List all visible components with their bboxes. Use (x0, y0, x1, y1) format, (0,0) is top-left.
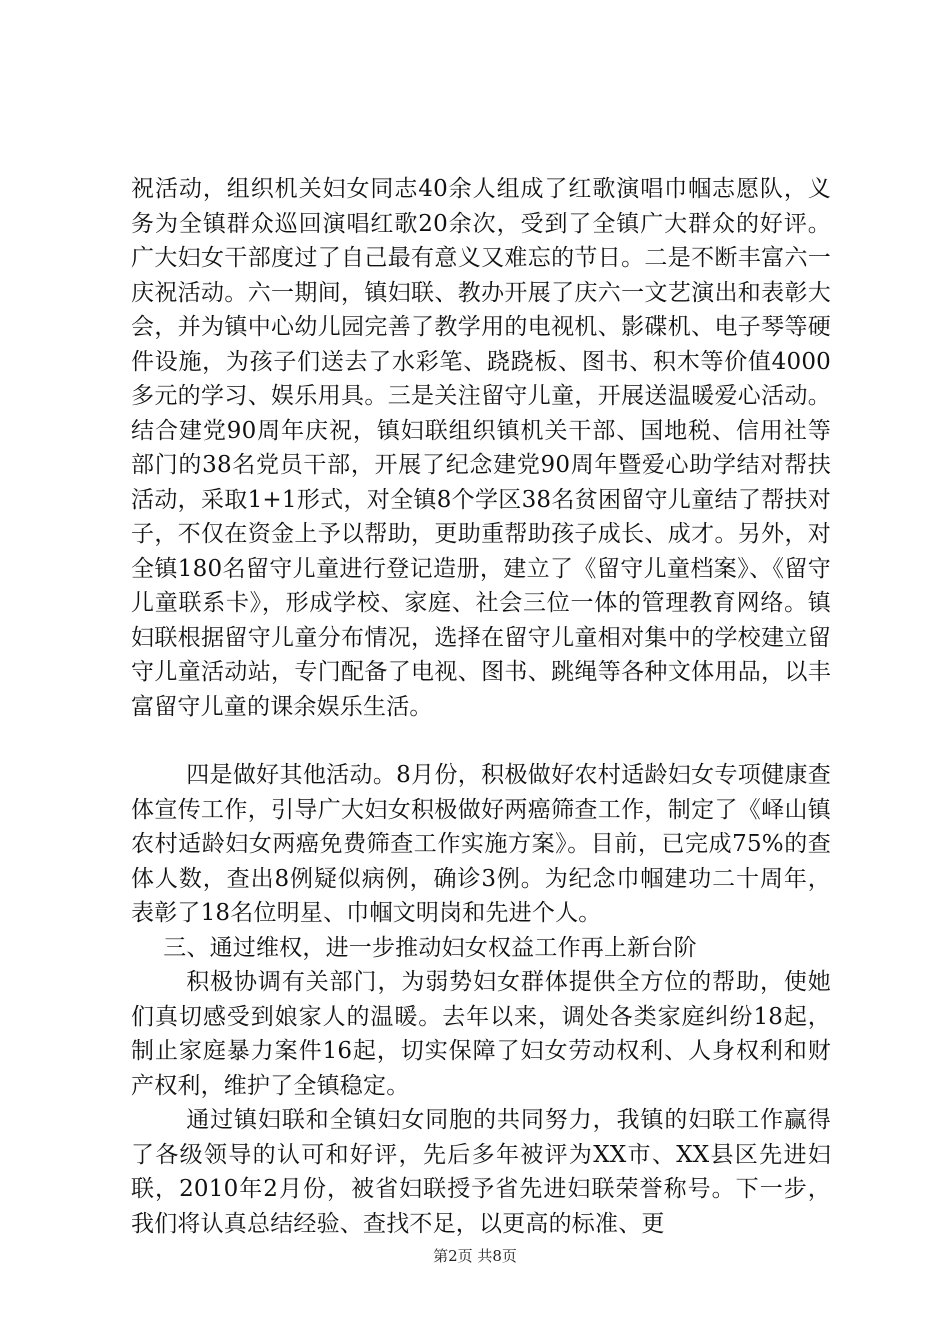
page-number-footer: 第2页 共8页 (433, 1247, 517, 1265)
section-heading-rights: 三、通过维权，进一步推动妇女权益工作再上新台阶 (163, 934, 697, 961)
paragraph-other-activities: 四是做好其他活动。8月份，积极做好农村适龄妇女专项健康查体宣传工作，引导广大妇女积极做好两癌筛查工作，制定了《峄山镇农村适龄妇女两癌免费筛查工作实施方案》。目前，已完成75%的查体人数，查出8例疑似病例，确诊3例。为纪念巾帼建功二十周年，表彰了18名位明星、巾帼文明岗和先进个人。 (131, 762, 831, 926)
paragraph-spacer (131, 724, 831, 758)
paragraph-rights-protection: 积极协调有关部门，为弱势妇女群体提供全方位的帮助，使她们真切感受到娘家人的温暖。去年以来，调处各类家庭纠纷18起，制止家庭暴力案件16起，切实保障了妇女劳动权利、人身权利和财产权利，维护了全镇稳定。 (131, 969, 831, 1099)
document-body (131, 172, 831, 1241)
paragraph-activities-continued: 祝活动，组织机关妇女同志40余人组成了红歌演唱巾帼志愿队，义务为全镇群众巡回演唱红歌20余次，受到了全镇广大群众的好评。广大妇女干部度过了自己最有意义又难忘的节日。二是不断丰富六一庆祝活动。六一期间，镇妇联、教办开展了庆六一文艺演出和表彰大会，并为镇中心幼儿园完善了教学用的电视机、影碟机、电子琴等硬件设施，为孩子们送去了水彩笔、跷跷板、图书、积木等价值4000多元的学习、娱乐用具。三是关注留守儿童，开展送温暖爱心活动。结合建党90周年庆祝，镇妇联组织镇机关干部、国地税、信用社等部门的38名党员干部，开展了纪念建党90周年暨爱心助学结对帮扶活动，采取1+1形式，对全镇8个学区38名贫困留守儿童结了帮扶对子，不仅在资金上予以帮助，更助重帮助孩子成长、成才。另外，对全镇180名留守儿童进行登记造册，建立了《留守儿童档案》、《留守儿童联系卡》，形成学校、家庭、社会三位一体的管理教育网络。镇妇联根据留守儿童分布情况，选择在留守儿童相对集中的学校建立留守儿童活动站，专门配备了电视、图书、跳绳等各种文体用品，以丰富留守儿童的课余娱乐生活。 (131, 176, 831, 720)
paragraph-achievements: 通过镇妇联和全镇妇女同胞的共同努力，我镇的妇联工作赢得了各级领导的认可和好评，先后多年被评为XX市、XX县区先进妇联，2010年2月份，被省妇联授予省先进妇联荣誉称号。下一步，我们将认真总结经验、查找不足，以更高的标准、更 (131, 1107, 831, 1237)
